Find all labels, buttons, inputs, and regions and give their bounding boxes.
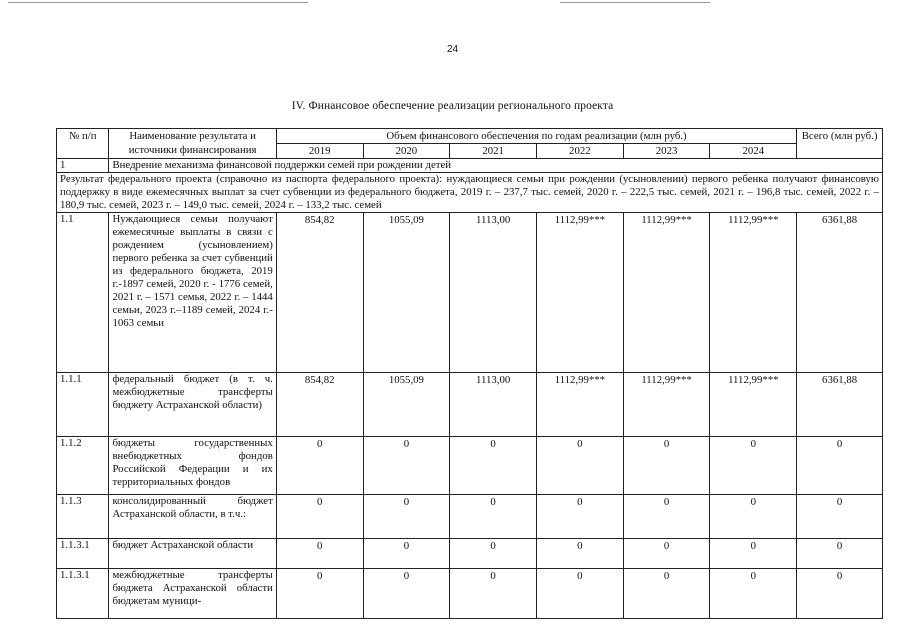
row-value: 0 bbox=[450, 569, 537, 619]
row-value: 0 bbox=[363, 437, 450, 495]
row-value: 1112,99*** bbox=[536, 213, 623, 373]
row-value: 1055,09 bbox=[363, 213, 450, 373]
row-value: 0 bbox=[710, 495, 797, 539]
header-year: 2021 bbox=[450, 144, 537, 159]
row-value: 0 bbox=[363, 569, 450, 619]
row-total: 0 bbox=[797, 495, 883, 539]
table-row bbox=[57, 495, 883, 539]
row-value: 1112,99*** bbox=[623, 373, 710, 437]
header-num: № п/п bbox=[57, 129, 109, 159]
row-name: межбюджетные трансферты бюджета Астраханской области бюджетам муници- bbox=[109, 569, 276, 619]
section-title-cell: Внедрение механизма финансовой поддержки семей при рождении детей bbox=[109, 159, 883, 173]
row-num: 1.1.1 bbox=[57, 373, 109, 437]
row-value: 1112,99*** bbox=[623, 213, 710, 373]
federal-result-row bbox=[57, 173, 883, 213]
row-value: 1113,00 bbox=[450, 373, 537, 437]
row-num: 1.1.3.1 bbox=[57, 569, 109, 619]
table-header-row-1 bbox=[57, 129, 883, 144]
table-row bbox=[57, 437, 883, 495]
section-row bbox=[57, 159, 883, 173]
row-value: 1112,99*** bbox=[710, 213, 797, 373]
row-value: 1112,99*** bbox=[710, 373, 797, 437]
row-value: 0 bbox=[276, 495, 363, 539]
page-number: 24 bbox=[446, 44, 459, 55]
row-value: 0 bbox=[536, 539, 623, 569]
row-value: 0 bbox=[450, 437, 537, 495]
table-row bbox=[57, 569, 883, 619]
row-value: 0 bbox=[623, 495, 710, 539]
row-total: 0 bbox=[797, 539, 883, 569]
row-value: 854,82 bbox=[276, 213, 363, 373]
row-value: 0 bbox=[276, 437, 363, 495]
section-num: 1 bbox=[57, 159, 109, 173]
row-total: 6361,88 bbox=[797, 213, 883, 373]
table-row bbox=[57, 373, 883, 437]
table-row bbox=[57, 213, 883, 373]
row-value: 0 bbox=[363, 495, 450, 539]
financing-table bbox=[56, 128, 883, 619]
row-value: 0 bbox=[450, 539, 537, 569]
row-total: 6361,88 bbox=[797, 373, 883, 437]
row-value: 0 bbox=[450, 495, 537, 539]
header-name: Наименование результата и источники финансирования bbox=[109, 129, 276, 159]
header-year: 2019 bbox=[276, 144, 363, 159]
row-num: 1.1.2 bbox=[57, 437, 109, 495]
row-value: 1113,00 bbox=[450, 213, 537, 373]
row-value: 1112,99*** bbox=[536, 373, 623, 437]
row-num: 1.1.3 bbox=[57, 495, 109, 539]
row-value: 0 bbox=[536, 569, 623, 619]
header-year: 2022 bbox=[536, 144, 623, 159]
header-year: 2023 bbox=[623, 144, 710, 159]
row-value: 0 bbox=[363, 539, 450, 569]
row-value: 0 bbox=[536, 437, 623, 495]
row-value: 0 bbox=[276, 569, 363, 619]
row-value: 0 bbox=[710, 569, 797, 619]
row-value: 0 bbox=[623, 437, 710, 495]
row-value: 0 bbox=[623, 569, 710, 619]
row-value: 854,82 bbox=[276, 373, 363, 437]
federal-result-text: Результат федерального проекта (справочно из паспорта федерального проекта): нуждающиеся семьи при рождении (усыновлении) первого ребенка получают финансовую поддержку в виде ежемесячных выплат за счет субвенции из федерального бюджета, 2019 г. – 237,7 тыс. семей, 2020 г. – 222,5 тыс. семей, 2021 г. – 196,8 тыс. семей, 2022 г. – 180,9 тыс. семей, 2023 г. – 149,0 тыс. семей, 2024 г. – 133,2 тыс. семей bbox=[57, 173, 883, 213]
row-name: федеральный бюджет (в т. ч. межбюджетные трансферты бюджету Астраханской области) bbox=[109, 373, 276, 437]
table-row bbox=[57, 539, 883, 569]
row-name: бюджеты государственных внебюджетных фондов Российской Федерации и их территориальных фондов bbox=[109, 437, 276, 495]
header-total: Всего (млн руб.) bbox=[797, 129, 883, 159]
row-value: 0 bbox=[536, 495, 623, 539]
row-name: бюджет Астраханской области bbox=[109, 539, 276, 569]
row-num: 1.1 bbox=[57, 213, 109, 373]
row-total: 0 bbox=[797, 569, 883, 619]
row-total: 0 bbox=[797, 437, 883, 495]
header-volume: Объем финансового обеспечения по годам реализации (млн руб.) bbox=[276, 129, 796, 144]
row-value: 0 bbox=[710, 437, 797, 495]
row-value: 0 bbox=[276, 539, 363, 569]
header-year: 2020 bbox=[363, 144, 450, 159]
row-value: 0 bbox=[710, 539, 797, 569]
scan-artifact-line-left bbox=[8, 2, 308, 3]
row-value: 1055,09 bbox=[363, 373, 450, 437]
row-num: 1.1.3.1 bbox=[57, 539, 109, 569]
row-name: Нуждающиеся семьи получают ежемесячные выплаты в связи с рождением (усыновлением) первого ребенка за счет субвенций из федерального бюджета, 2019 г.-1897 семей, 2020 г. - 1776 семей, 2021 г. – 1571 семья, 2022 г. – 1444 семьи, 2023 г.–1189 семей, 2024 г.- 1063 семьи bbox=[109, 213, 276, 373]
scan-artifact-line-right bbox=[560, 2, 710, 3]
row-name: консолидированный бюджет Астраханской области, в т.ч.: bbox=[109, 495, 276, 539]
header-year: 2024 bbox=[710, 144, 797, 159]
row-value: 0 bbox=[623, 539, 710, 569]
section-title: IV. Финансовое обеспечение реализации регионального проекта bbox=[291, 100, 614, 112]
